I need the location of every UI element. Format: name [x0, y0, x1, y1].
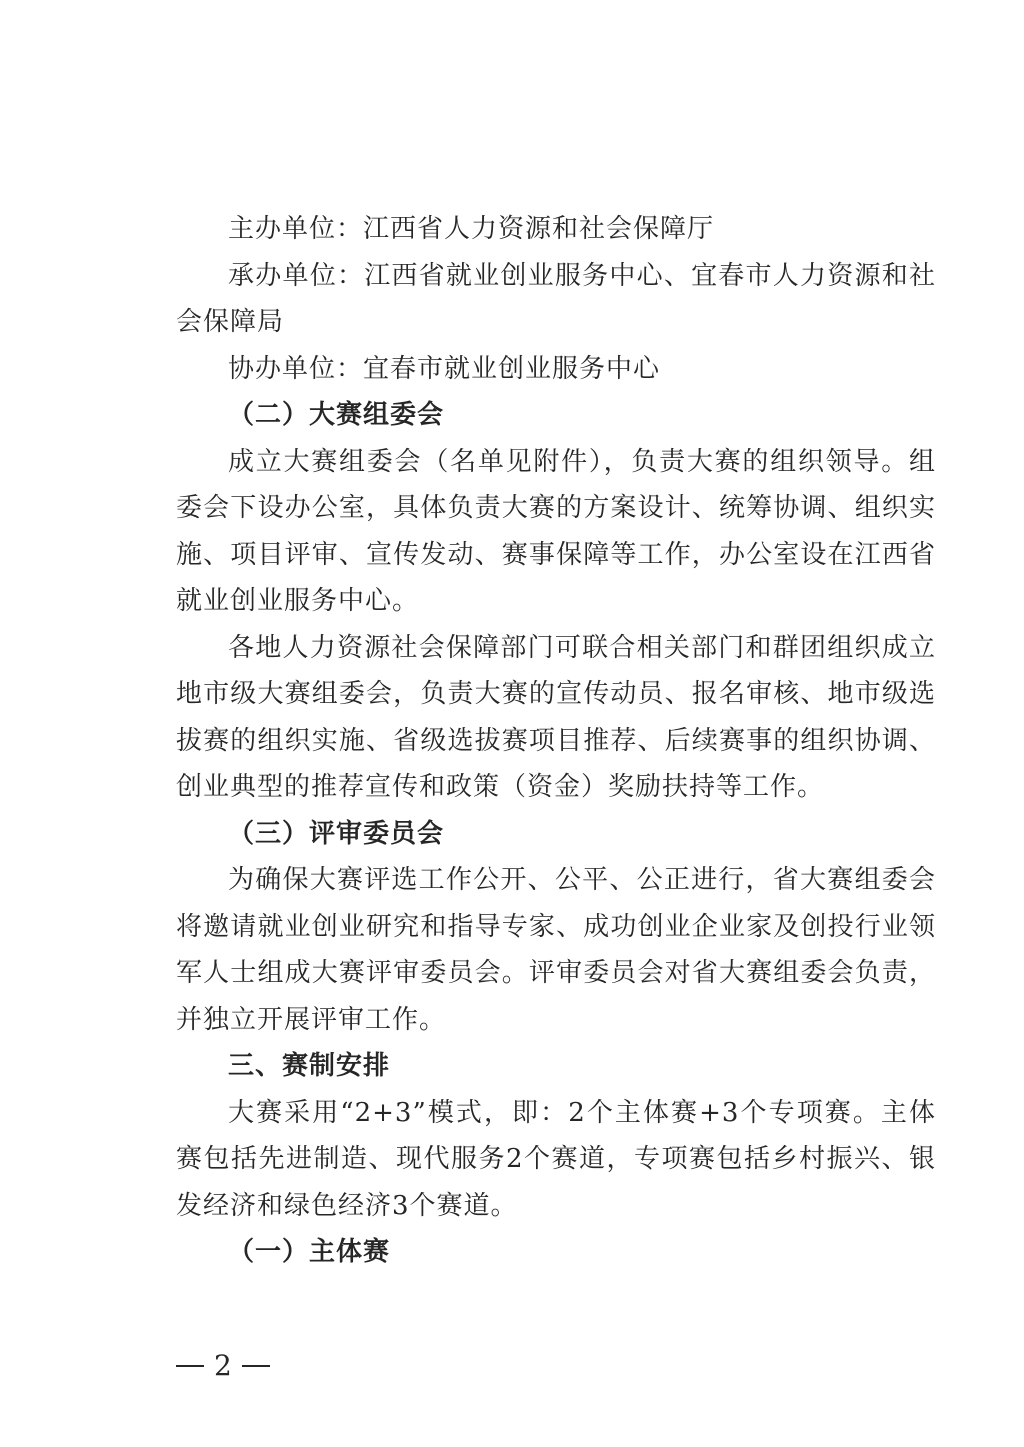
committee-paragraph: 成立大赛组委会（名单见附件），负责大赛的组织领导。组委会下设办公室，具体负责大赛的方案设计、统筹协调、组织实施、项目评审、宣传发动、赛事保障等工作，办公室设在江西省就业创业服务中心。	[176, 446, 936, 616]
format-paragraph: 大赛采用“2+3”模式，即：2个主体赛+3个专项赛。主体赛包括先进制造、现代服务2个赛道，专项赛包括乡村振兴、银发经济和绿色经济3个赛道。	[176, 1097, 936, 1221]
co-organizer-line: 协办单位：宜春市就业创业服务中心	[228, 353, 661, 384]
organizer-line: 主办单位：江西省人力资源和社会保障厅	[228, 214, 715, 244]
footer-dash-left	[176, 1365, 204, 1367]
section-heading-format: 三、赛制安排	[228, 1051, 391, 1081]
host-line: 承办单位：江西省就业创业服务中心、宜春市人力资源和社会保障局	[176, 260, 936, 337]
page-footer	[176, 1344, 270, 1386]
local-committee-paragraph: 各地人力资源社会保障部门可联合相关部门和群团组织成立地市级大赛组委会，负责大赛的宣传动员、报名审核、地市级选拔赛的组织实施、省级选拔赛项目推荐、后续赛事的组织协调、创业典型的推荐宣传和政策（资金）奖励扶持等工作。	[176, 632, 936, 802]
review-paragraph: 为确保大赛评选工作公开、公平、公正进行，省大赛组委会将邀请就业创业研究和指导专家、成功创业企业家及创投行业领军人士组成大赛评审委员会。评审委员会对省大赛组委会负责，并独立开展评审工作。	[176, 865, 936, 1035]
section-heading-review: （三）评审委员会	[228, 818, 445, 849]
footer-dash-right	[242, 1365, 270, 1367]
document-body	[176, 206, 936, 1276]
page-number: 2	[214, 1348, 232, 1382]
section-heading-main-contest: （一）主体赛	[228, 1237, 391, 1267]
section-heading-committee: （二）大赛组委会	[228, 400, 445, 430]
